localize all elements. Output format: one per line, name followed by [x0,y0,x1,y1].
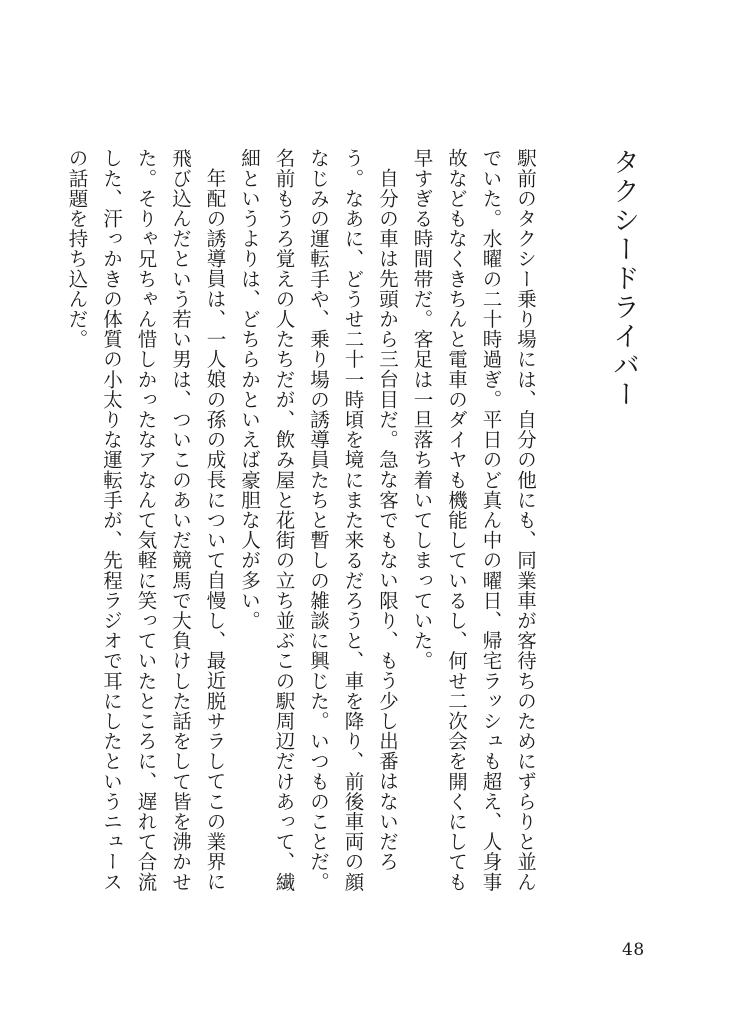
page-number: 48 [622,940,645,960]
body-text [65,148,542,908]
paragraph-2: 自分の車は先頭から三台目だ。急な客でもない限り、もう少し出番はないだろう。なあに、どうせ二十一時頃を境にまた来るだろうと、車を降り、前後車両の顔なじみの運転手や、乗り場の誘導員たちと暫しの雑談に興じた。いつものことだ。名前もうろ覚えの人たちだが、飲み屋と花街の立ち並ぶこの駅周辺だけあって、繊細というよりは、どちらかといえば豪胆な人が多い。 [238,148,399,892]
paragraph-3: 年配の誘導員は、一人娘の孫の成長について自慢し、最近脱サラしてこの業界に飛び込んだという若い男は、ついこのあいだ競馬で大負けした話をして皆を沸かせた。そりゃ兄ちゃん惜しかったなアなんて気軽に笑っていたところに、遅れて合流した、汗っかきの体質の小太りな運転手が、先程ラジオで耳にしたというニュースの話題を持ち込んだ。 [65,148,227,892]
chapter-title: タクシードライバー [608,148,639,409]
paragraph-1: 駅前のタクシー乗り場には、自分の他にも、同業車が客待ちのためにずらりと並んでいた。水曜の二十時過ぎ。平日のど真ん中の曜日、帰宅ラッシュも超え、人身事故などもなくきちんと電車のダイヤも機能しているし、何せ二次会を開くにしても早すぎる時間帯だ。客足は一旦落ち着いてしまっていた。 [410,148,537,892]
